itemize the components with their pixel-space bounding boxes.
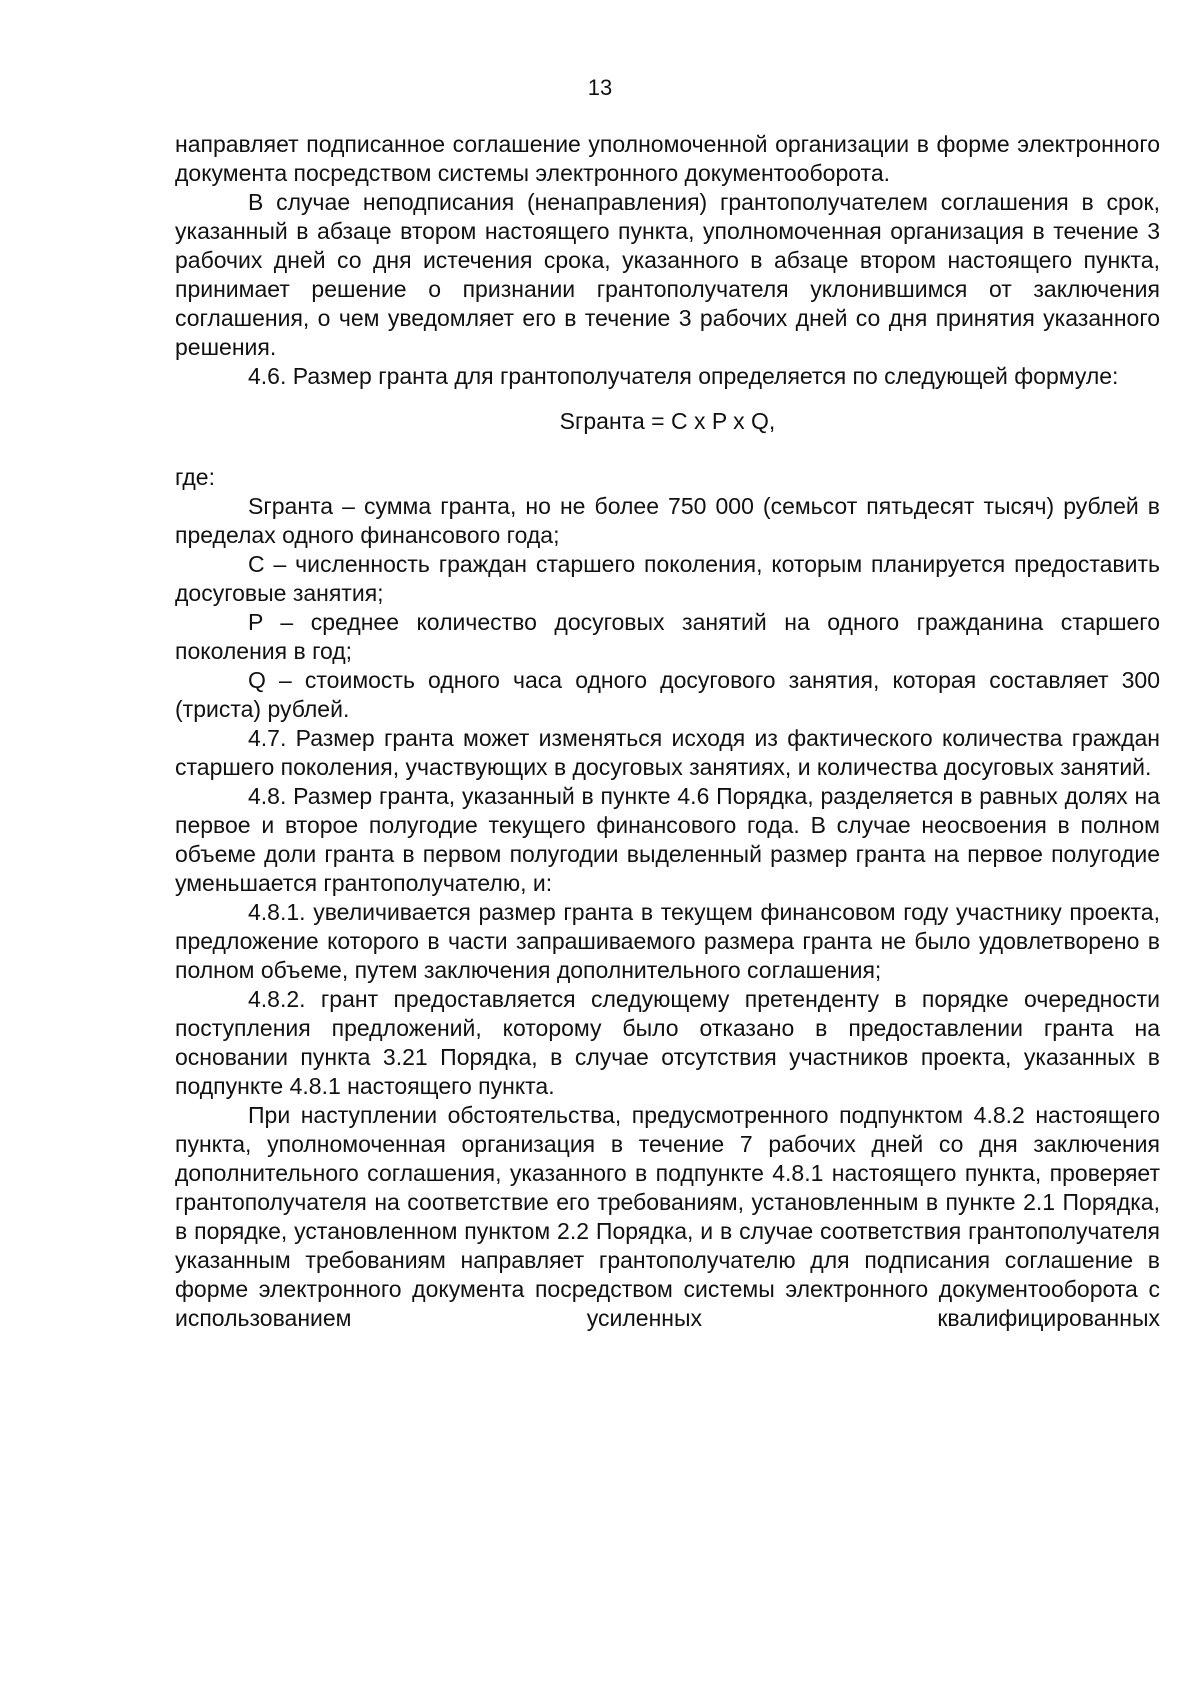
paragraph-unsigned-agreement: В случае неподписания (ненаправления) грантополучателем соглашения в срок, указанный в абзаце втором настоящего пункта, уполномоченная организация в течение 3 рабочих дней со дня истечения срока, указанного в абзаце втором настоящего пункта, принимает решение о признании грантополучателя уклонившимся от заключения соглашения, о чем уведомляет его в течение 3 рабочих дней со дня принятия указанного решения. [175, 189, 1160, 360]
paragraph-continuation: направляет подписанное соглашение уполномоченной организации в форме электронного документа посредством системы электронного документооборота. [175, 131, 1160, 186]
paragraph-4-8-1: 4.8.1. увеличивается размер гранта в текущем финансовом году участнику проекта, предложение которого в части запрашиваемого размера гранта не было удовлетворено в полном объеме, путем заключения дополнительного соглашения; [175, 899, 1160, 983]
document-body [175, 130, 1160, 1333]
grant-formula: Sгранта = C x P x Q, [559, 408, 776, 434]
paragraph-where: где: [175, 464, 215, 490]
page-number: 13 [587, 75, 613, 100]
definition-s-grant: Sгранта – сумма гранта, но не более 750 000 (семьсот пятьдесят тысяч) рублей в пределах одного финансового года; [175, 493, 1160, 548]
definition-q: Q – стоимость одного часа одного досугового занятия, которая составляет 300 (триста) рублей. [175, 667, 1160, 722]
paragraph-4-7: 4.7. Размер гранта может изменяться исходя из фактического количества граждан старшего поколения, участвующих в досуговых занятиях, и количества досуговых занятий. [175, 725, 1160, 780]
definition-c: C – численность граждан старшего поколения, которым планируется предоставить досуговые занятия; [175, 551, 1160, 606]
paragraph-circumstance: При наступлении обстоятельства, предусмотренного подпунктом 4.8.2 настоящего пункта, уполномоченная организация в течение 7 рабочих дней со дня заключения дополнительного соглашения, указанного в подпункте 4.8.1 настоящего пункта, проверяет грантополучателя на соответствие его требованиям, установленным в пункте 2.1 Порядка, в порядке, установленном пунктом 2.2 Порядка, и в случае соответствия грантополучателя указанным требованиям направляет грантополучателю для подписания соглашение в форме электронного документа посредством системы электронного документооборота с использованием усиленных квалифицированных [175, 1102, 1160, 1331]
definition-p: P – среднее количество досуговых занятий на одного гражданина старшего поколения в год; [175, 609, 1160, 664]
paragraph-4-8-2: 4.8.2. грант предоставляется следующему претенденту в порядке очередности поступления предложений, которому было отказано в предоставлении гранта на основании пункта 3.21 Порядка, в случае отсутствия участников проекта, указанных в подпункте 4.8.1 настоящего пункта. [175, 986, 1160, 1099]
paragraph-4-8: 4.8. Размер гранта, указанный в пункте 4.6 Порядка, разделяется в равных долях на первое и второе полугодие текущего финансового года. В случае неосвоения в полном объеме доли гранта в первом полугодии выделенный размер гранта на первое полугодие уменьшается грантополучателю, и: [175, 783, 1160, 896]
paragraph-4-6: 4.6. Размер гранта для грантополучателя определяется по следующей формуле: [248, 363, 1119, 389]
